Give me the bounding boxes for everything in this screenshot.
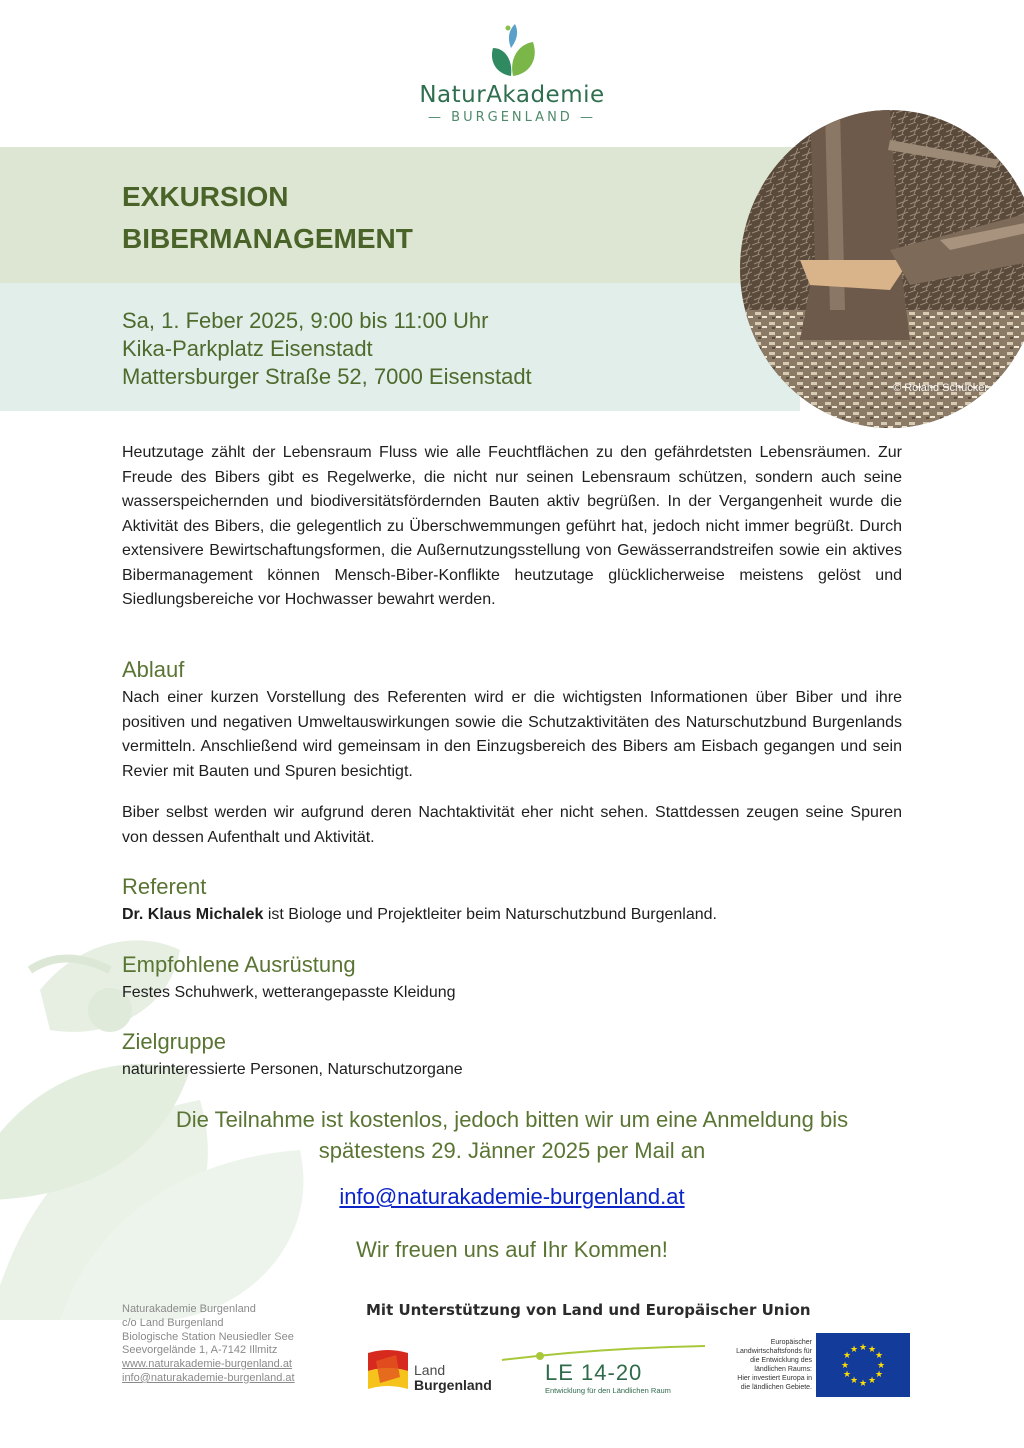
beaver-tree-photo xyxy=(740,110,1024,428)
svg-text:★: ★ xyxy=(874,1370,884,1380)
registration-line-2: spätestens 29. Jänner 2025 per Mail an xyxy=(318,1138,706,1163)
svg-text:★: ★ xyxy=(874,1351,884,1361)
registration-note xyxy=(112,1104,912,1166)
referent-text: ist Biologe und Projektleiter beim Naturschutzbund Burgenland. xyxy=(263,906,717,923)
leaf-icon xyxy=(477,18,547,80)
referent-name: Dr. Klaus Michalek xyxy=(122,906,264,923)
registration-email-link[interactable]: info@naturakademie-burgenland.at xyxy=(339,1184,685,1209)
photo-credit: © Roland Schücker xyxy=(893,382,988,394)
svg-text:★: ★ xyxy=(842,1351,852,1361)
event-info xyxy=(122,307,532,391)
title-line-1: EXKURSION xyxy=(122,181,289,212)
svg-text:★: ★ xyxy=(840,1361,850,1371)
svg-text:★: ★ xyxy=(867,1376,877,1386)
footer-email-link[interactable]: info@naturakademie-burgenland.at xyxy=(122,1371,295,1384)
address-line: c/o Land Burgenland xyxy=(122,1316,224,1329)
section-heading-target-group: Zielgruppe xyxy=(122,1029,226,1054)
svg-text:★: ★ xyxy=(842,1370,852,1380)
le-14-20-logo xyxy=(500,1344,710,1404)
svg-text:★: ★ xyxy=(849,1345,859,1355)
eafrd-line: ländlichen Raums: xyxy=(754,1366,812,1373)
address-line: Seevorgelände 1, A-7142 Illmitz xyxy=(122,1344,278,1357)
eu-flag-icon xyxy=(816,1333,910,1397)
equipment-text: Festes Schuhwerk, wetterangepasste Kleidung xyxy=(122,984,456,1001)
ablauf-paragraph-1: Nach einer kurzen Vorstellung des Referenten wird er die wichtigsten Informationen über Biber und ihre positiven und negativen Umweltauswirkungen sowie die Schutzaktivitäten des Naturschutzbund Burgenlands vermitteln. Anschließend wird gemeinsam in den Einzugsbereich des Bibers am Eisbach gegangen und sein Revier mit Bauten und Spuren besichtigt. xyxy=(122,689,902,780)
referent-paragraph xyxy=(122,903,902,928)
ablauf-paragraph-2: Biber selbst werden wir aufgrund deren Nachtaktivität eher nicht sehen. Stattdessen zeugen seine Spuren von dessen Aufenthalt und Aktivität. xyxy=(122,804,902,846)
land-burgenland-logo xyxy=(366,1347,501,1395)
section-heading-ablauf: Ablauf xyxy=(122,657,185,682)
burgenland-flag-icon xyxy=(366,1347,410,1393)
registration-line-1: Die Teilnahme ist kostenlos, jedoch bitten wir um eine Anmeldung bis xyxy=(175,1107,849,1132)
svg-text:★: ★ xyxy=(867,1345,877,1355)
logo-subtitle: — BURGENLAND — xyxy=(428,110,596,125)
land-burgenland-text xyxy=(414,1363,492,1393)
section-heading-referent: Referent xyxy=(122,874,207,899)
address-line: Naturakademie Burgenland xyxy=(122,1303,256,1315)
burgenland-label: Burgenland xyxy=(414,1377,492,1393)
event-address: Mattersburger Straße 52, 7000 Eisenstadt xyxy=(122,364,532,389)
intro-paragraph: Heutzutage zählt der Lebensraum Fluss wie alle Feuchtflächen zu den gefährdetsten Lebensräumen. Zur Freude des Bibers gibt es Regelwerke, die nicht nur seinen Lebensraum schützen, sondern auch seine wasserspeichernden und biodiversitätsfördernden Bauten aktiv begrüßen. In der Vergangenheit wurde die Aktivität des Bibers, die gelegentlich zu Überschwemmungen geführt hat, jedoch nicht immer begrüßt. Durch extensivere Bewirtschaftungsformen, die Außernutzungsstellung von Gewässerrandstreifen sowie ein aktives Bibermanagement können Mensch-Biber-Konflikte heutzutage glücklicherweise meistens gelöst und Siedlungsbereiche vor Hochwasser bewahrt werden. xyxy=(122,444,902,608)
footer-website-link[interactable]: www.naturakademie-burgenland.at xyxy=(122,1358,292,1371)
address-line: Biologische Station Neusiedler See xyxy=(122,1330,294,1343)
footer-address xyxy=(122,1303,295,1386)
svg-text:★: ★ xyxy=(858,1343,868,1353)
eu-stars-icon xyxy=(816,1333,910,1397)
page-title xyxy=(122,176,413,260)
eafrd-line: Hier investiert Europa in xyxy=(737,1375,812,1382)
svg-text:★: ★ xyxy=(849,1376,859,1386)
le-subtitle: Entwicklung für den Ländlichen Raum xyxy=(545,1386,671,1395)
target-group-text: naturinteressierte Personen, Naturschutzorgane xyxy=(122,1061,463,1078)
eafrd-line: die Entwicklung des xyxy=(750,1357,812,1364)
land-label: Land xyxy=(414,1362,446,1378)
closing-text: Wir freuen uns auf Ihr Kommen! xyxy=(356,1237,668,1262)
eafrd-line: Europäischer xyxy=(770,1339,812,1346)
svg-text:★: ★ xyxy=(876,1361,886,1371)
support-statement: Mit Unterstützung von Land und Europäischer Union xyxy=(366,1301,811,1319)
eafrd-line: die ländlichen Gebiete. xyxy=(740,1384,812,1391)
naturakademie-logo xyxy=(400,18,624,125)
le-title: LE 14-20 xyxy=(545,1360,643,1385)
section-heading-equipment: Empfohlene Ausrüstung xyxy=(122,952,356,977)
logo-name: NaturAkademie xyxy=(419,82,605,108)
email-container xyxy=(112,1184,912,1210)
title-line-2: BIBERMANAGEMENT xyxy=(122,223,413,254)
photo-illustration xyxy=(740,110,1024,428)
svg-text:★: ★ xyxy=(858,1379,868,1389)
event-venue: Kika-Parkplatz Eisenstadt xyxy=(122,336,373,361)
eafrd-line: Landwirtschaftsfonds für xyxy=(736,1348,812,1355)
eafrd-text xyxy=(716,1338,812,1392)
event-date-time: Sa, 1. Feber 2025, 9:00 bis 11:00 Uhr xyxy=(122,308,489,333)
